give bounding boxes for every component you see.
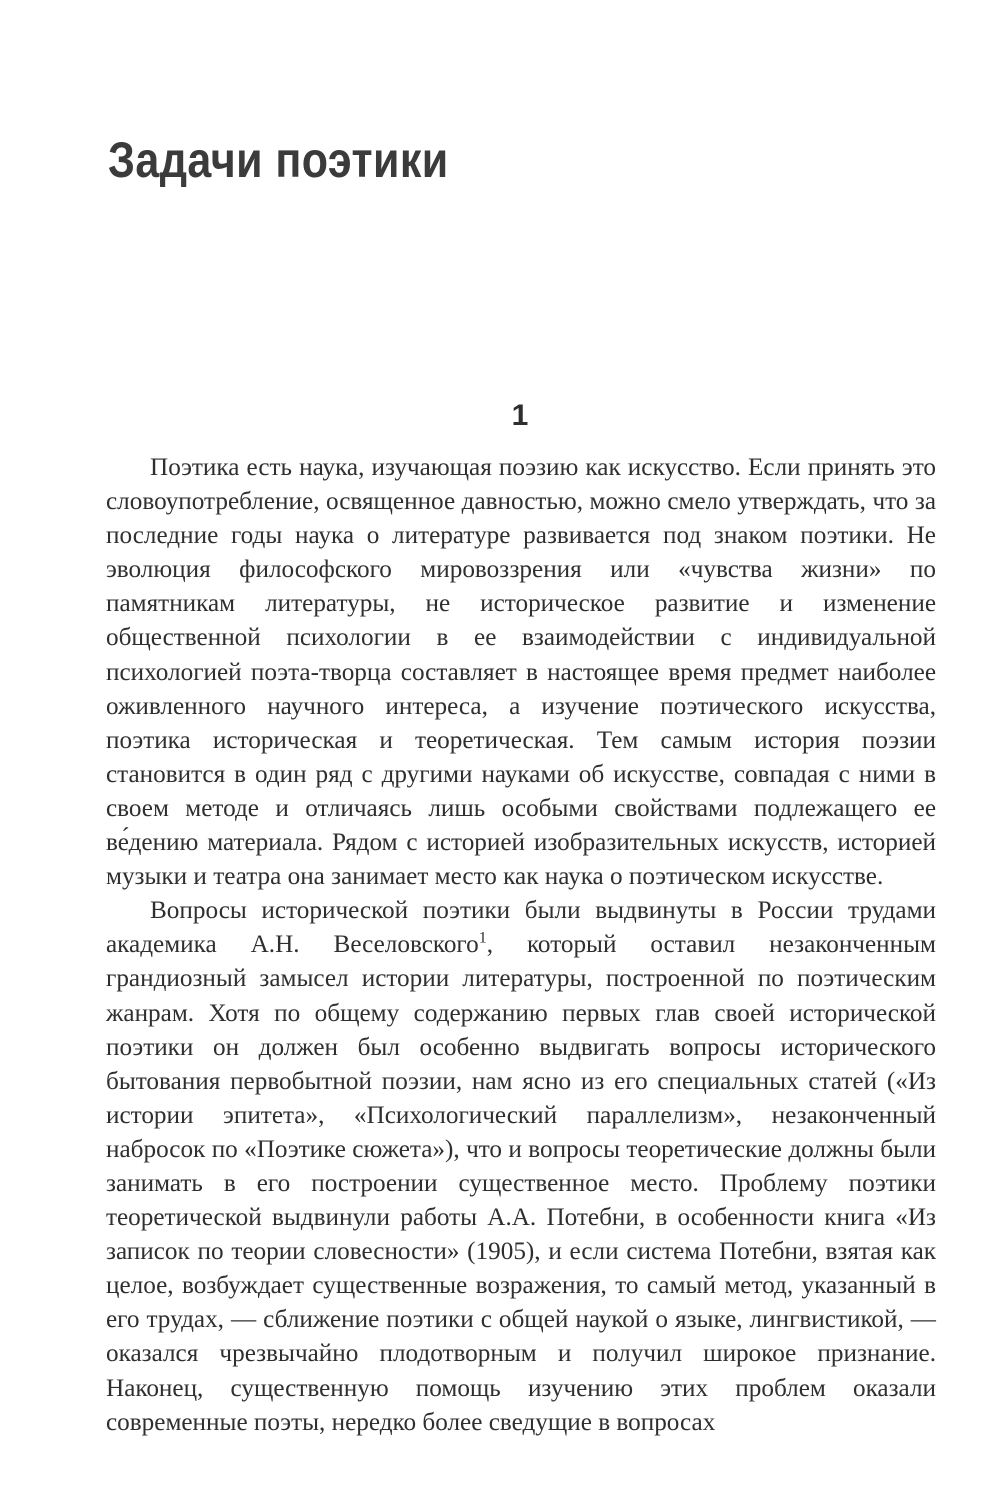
- body-text: [106, 451, 936, 1440]
- paragraph-2: [106, 894, 936, 1440]
- paragraph-2-part-2: , который оставил незаконченным грандиозный замысел истории литературы, построенной по поэтическим жанрам. Хотя по общему содержанию первых глав своей исторической поэтики он должен был особенно выдвигать вопросы исторического бытования первобытной поэзии, нам ясно из его специальных статей («Из истории эпитета», «Психологический параллелизм», незаконченный набросок по «Поэтике сюжета»), что и вопросы теоретические должны были занимать в его построении существенное место. Проблему поэтики теоретической выдвинули работы А.А. Потебни, в особенности книга «Из записок по теории словесности» (1905), и если система Потебни, взятая как целое, возбуждает существенные возражения, то самый метод, указанный в его трудах, — сближение поэтики с общей наукой о языке, лингвистикой, — оказался чрезвычайно плодотворным и получил широкое признание. Наконец, существенную помощь изучению этих проблем оказали современные поэты, нередко более сведущие в вопросах: [106, 931, 936, 1436]
- paragraph-1: Поэтика есть наука, изучающая поэзию как искусство. Если принять это словоупотребление, освященное давностью, можно смело утверждать, что за последние годы наука о литературе развивается под знаком поэтики. Не эволюция философского мировоззрения или «чувства жизни» по памятникам литературы, не историческое развитие и изменение общественной психологии в ее взаимодействии с индивидуальной психологией поэта-творца составляет в настоящее время предмет наиболее оживленного научного интереса, а изучение поэтического искусства, поэтика историческая и теоретическая. Тем самым история поэзии становится в один ряд с другими науками об искусстве, совпадая с ними в своем методе и отличаясь лишь особыми свойствами подлежащего ее ве́дению материала. Рядом с историей изобразительных искусств, историей музыки и театра она занимает место как наука о поэтическом искусстве.: [106, 454, 936, 891]
- chapter-title: Задачи поэтики: [108, 132, 449, 188]
- footnote-reference[interactable]: 1: [478, 929, 487, 947]
- section-number: 1: [511, 399, 529, 432]
- paragraph-2-part-1: Вопросы исторической поэтики были выдвинуты в России трудами академика А.Н. Веселовского: [106, 897, 936, 959]
